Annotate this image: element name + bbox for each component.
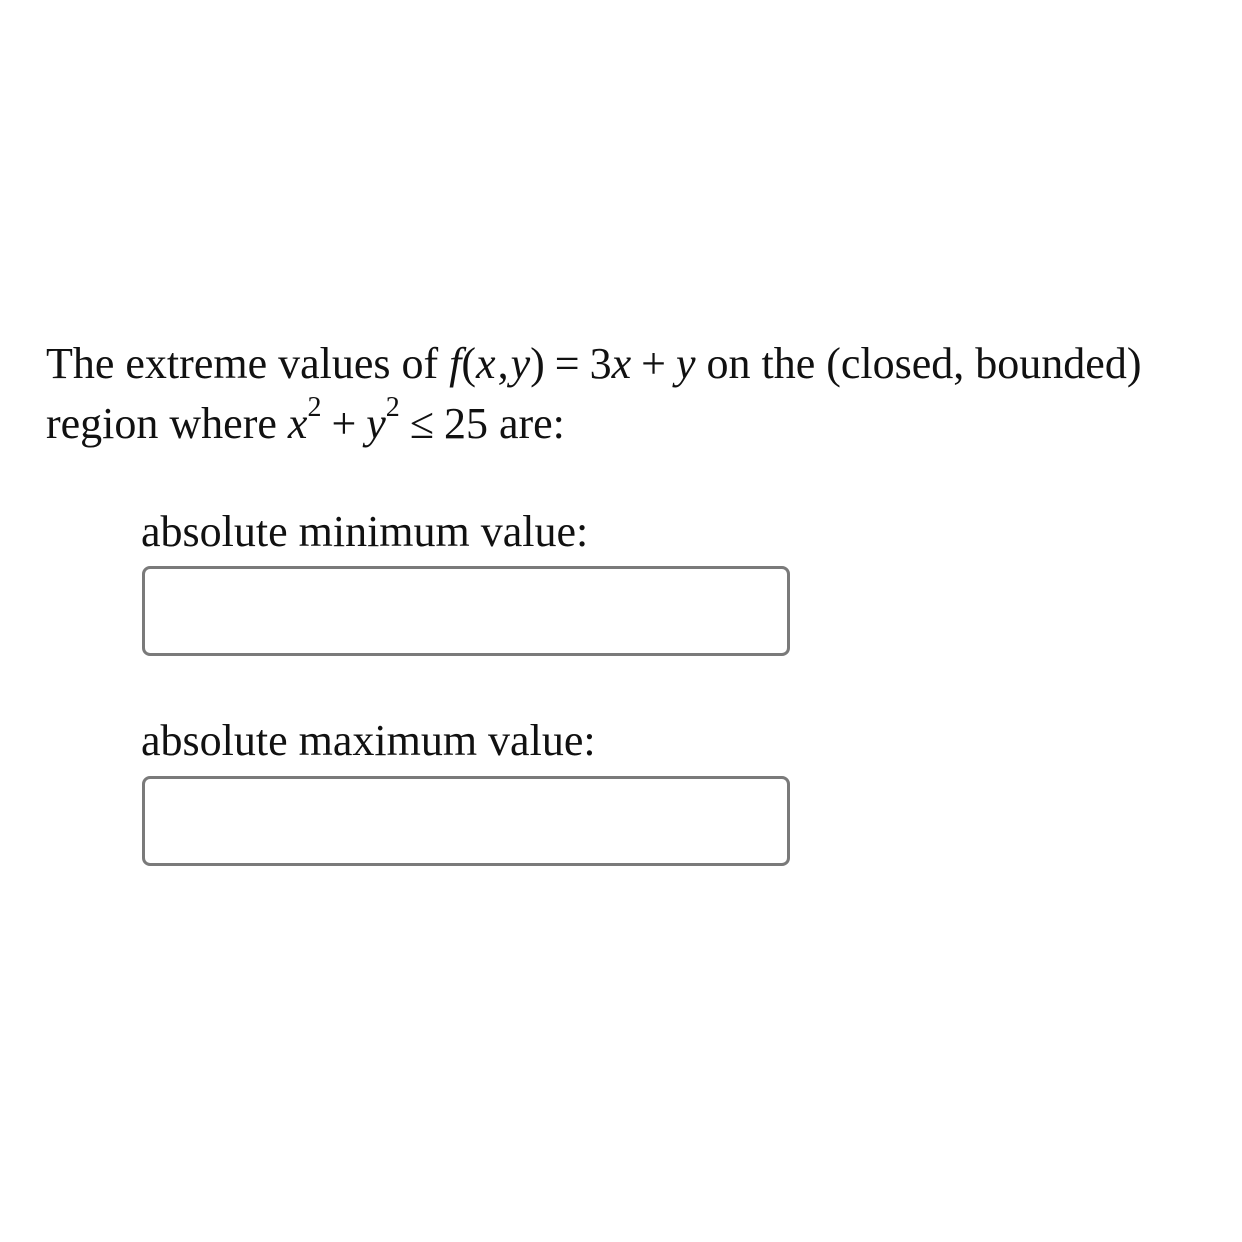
question-mid: on the (closed, bounded) region where <box>46 339 1142 448</box>
equals-sign: = <box>554 339 580 388</box>
function-expression <box>449 339 695 388</box>
close-paren: ) <box>530 339 545 388</box>
constraint-x: x <box>287 399 308 448</box>
constraint-plus: + <box>331 399 357 448</box>
coefficient: 3 <box>589 339 612 388</box>
var-y: y <box>510 339 531 388</box>
rhs-y: y <box>675 339 696 388</box>
var-x: x <box>476 339 496 388</box>
open-paren: ( <box>461 339 477 388</box>
leq-sign: ≤ <box>409 399 434 448</box>
constraint-value: 25 <box>443 399 488 448</box>
max-value-input[interactable] <box>142 776 790 866</box>
question-intro: The extreme values of <box>46 339 450 388</box>
max-value-label: absolute maximum value: <box>141 716 596 765</box>
question-outro: are: <box>487 399 565 448</box>
constraint-expression <box>287 392 488 448</box>
min-value-input[interactable] <box>142 566 790 656</box>
constraint-y: y <box>366 399 386 448</box>
question-text <box>46 334 1206 454</box>
exponent-x: 2 <box>307 392 322 424</box>
function-name: f <box>449 339 462 388</box>
rhs-x: x <box>611 339 632 388</box>
min-value-label: absolute minimum value: <box>141 507 589 556</box>
exponent-y: 2 <box>385 392 400 424</box>
comma: , <box>497 339 509 388</box>
plus-sign: + <box>641 339 666 388</box>
